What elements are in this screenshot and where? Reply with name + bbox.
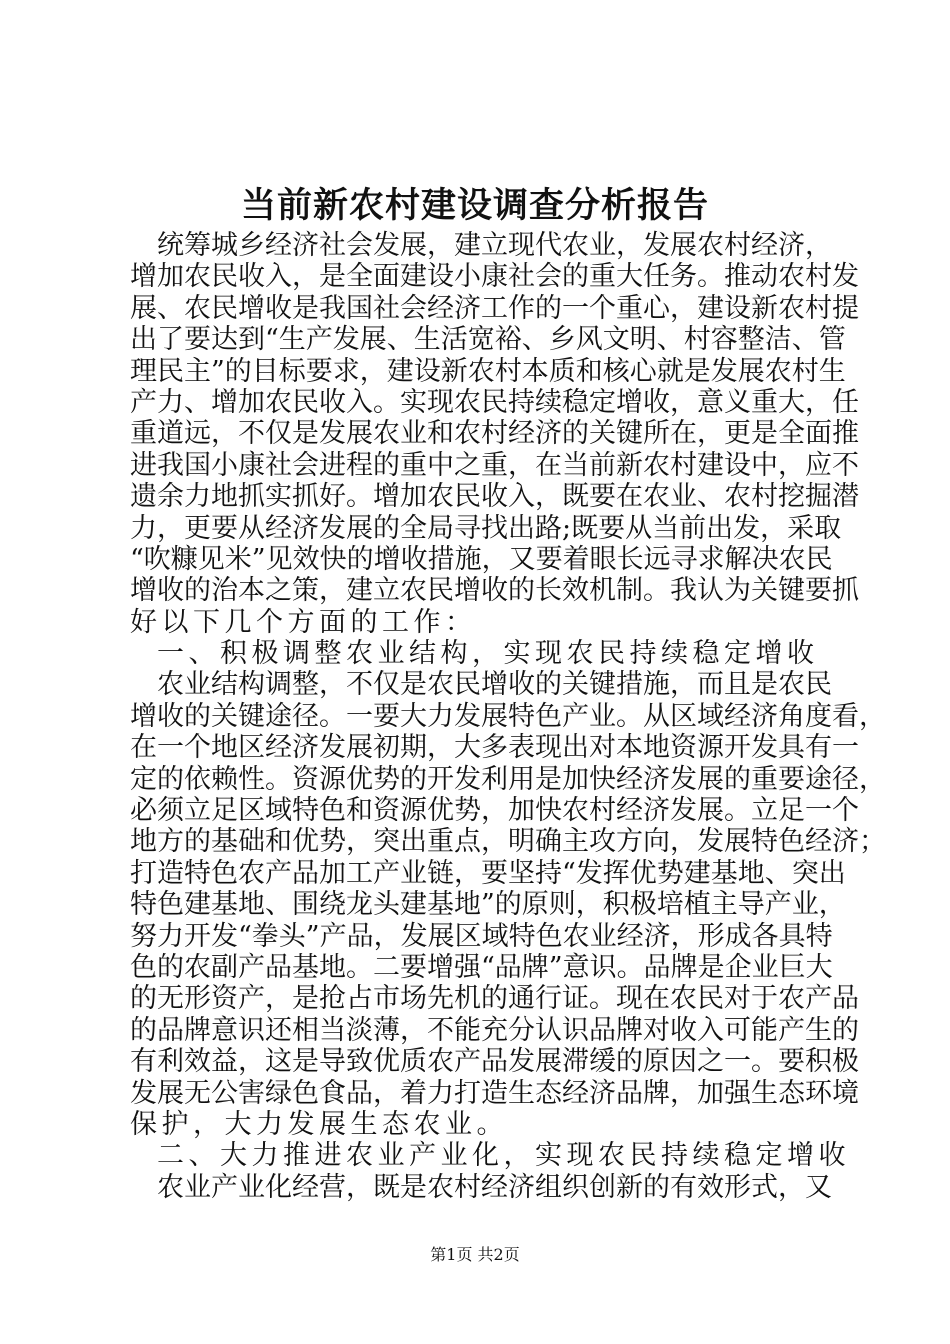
text-line: 农业产业化经营，既是农村经济组织创新的有效形式，又 bbox=[157, 1171, 832, 1203]
text-line: 产力、增加农民收入。实现农民持续稳定增收，意义重大，任 bbox=[130, 386, 859, 418]
text-line: 定的依赖性。资源优势的开发利用是加快经济发展的重要途径， bbox=[130, 763, 886, 795]
text-line: 理民主”的目标要求，建设新农村本质和核心就是发展农村生 bbox=[130, 355, 846, 387]
text-line: 遗余力地抓实抓好。增加农民收入，既要在农业、农村挖掘潜 bbox=[130, 481, 859, 513]
text-line: 重道远，不仅是发展农业和农村经济的关键所在，更是全面推 bbox=[130, 418, 859, 450]
text-line: 进我国小康社会进程的重中之重，在当前新农村建设中，应不 bbox=[130, 449, 859, 481]
text-line: 保护，大力发展生态农业。 bbox=[130, 1108, 508, 1140]
document-body bbox=[130, 230, 886, 1203]
text-line: 力，更要从经济发展的全局寻找出路;既要从当前出发，采取 bbox=[130, 512, 842, 544]
text-line: 二、大力推进农业产业化，实现农民持续稳定增收 bbox=[157, 1140, 850, 1172]
text-line: 一、积极调整农业结构，实现农民持续稳定增收 bbox=[157, 638, 819, 670]
text-line: 特色建基地、围绕龙头建基地”的原则，积极培植主导产业， bbox=[130, 889, 846, 921]
text-line: 色的农副产品基地。二要增强“品牌”意识。品牌是企业巨大 bbox=[130, 951, 833, 983]
text-line: 增加农民收入，是全面建设小康社会的重大任务。推动农村发 bbox=[130, 261, 859, 293]
document-title: 当前新农村建设调查分析报告 bbox=[240, 185, 709, 226]
text-line: 努力开发“拳头”产品，发展区域特色农业经济，形成各具特 bbox=[130, 920, 833, 952]
text-line: 有利效益，这是导致优质农产品发展滞缓的原因之一。要积极 bbox=[130, 1046, 859, 1078]
text-line: 出了要达到“生产发展、生活宽裕、乡风文明、村容整洁、管 bbox=[130, 324, 846, 356]
text-line: 地方的基础和优势，突出重点，明确主攻方向，发展特色经济； bbox=[130, 826, 886, 858]
text-line: 好以下几个方面的工作： bbox=[130, 606, 477, 638]
page-footer: 第1页 共2页 bbox=[430, 1245, 520, 1264]
text-line: 打造特色农产品加工产业链，要坚持“发挥优势建基地、突出 bbox=[130, 857, 846, 889]
text-line: 增收的关键途径。一要大力发展特色产业。从区域经济角度看， bbox=[130, 700, 886, 732]
text-line: 增收的治本之策，建立农民增收的长效机制。我认为关键要抓 bbox=[130, 575, 859, 607]
text-line: 必须立足区域特色和资源优势，加快农村经济发展。立足一个 bbox=[130, 795, 859, 827]
text-line: 农业结构调整，不仅是农民增收的关键措施，而且是农民 bbox=[157, 669, 832, 701]
text-line: 统筹城乡经济社会发展，建立现代农业，发展农村经济， bbox=[157, 230, 832, 261]
text-line: 在一个地区经济发展初期，大多表现出对本地资源开发具有一 bbox=[130, 732, 859, 764]
text-line: 的品牌意识还相当淡薄，不能充分认识品牌对收入可能产生的 bbox=[130, 1014, 859, 1046]
text-line: 展、农民增收是我国社会经济工作的一个重心，建设新农村提 bbox=[130, 292, 859, 324]
text-line: 发展无公害绿色食品，着力打造生态经济品牌，加强生态环境 bbox=[130, 1077, 859, 1109]
text-line: 的无形资产，是抢占市场先机的通行证。现在农民对于农产品 bbox=[130, 983, 859, 1015]
text-line: “吹糠见米”见效快的增收措施，又要着眼长远寻求解决农民 bbox=[130, 543, 833, 575]
